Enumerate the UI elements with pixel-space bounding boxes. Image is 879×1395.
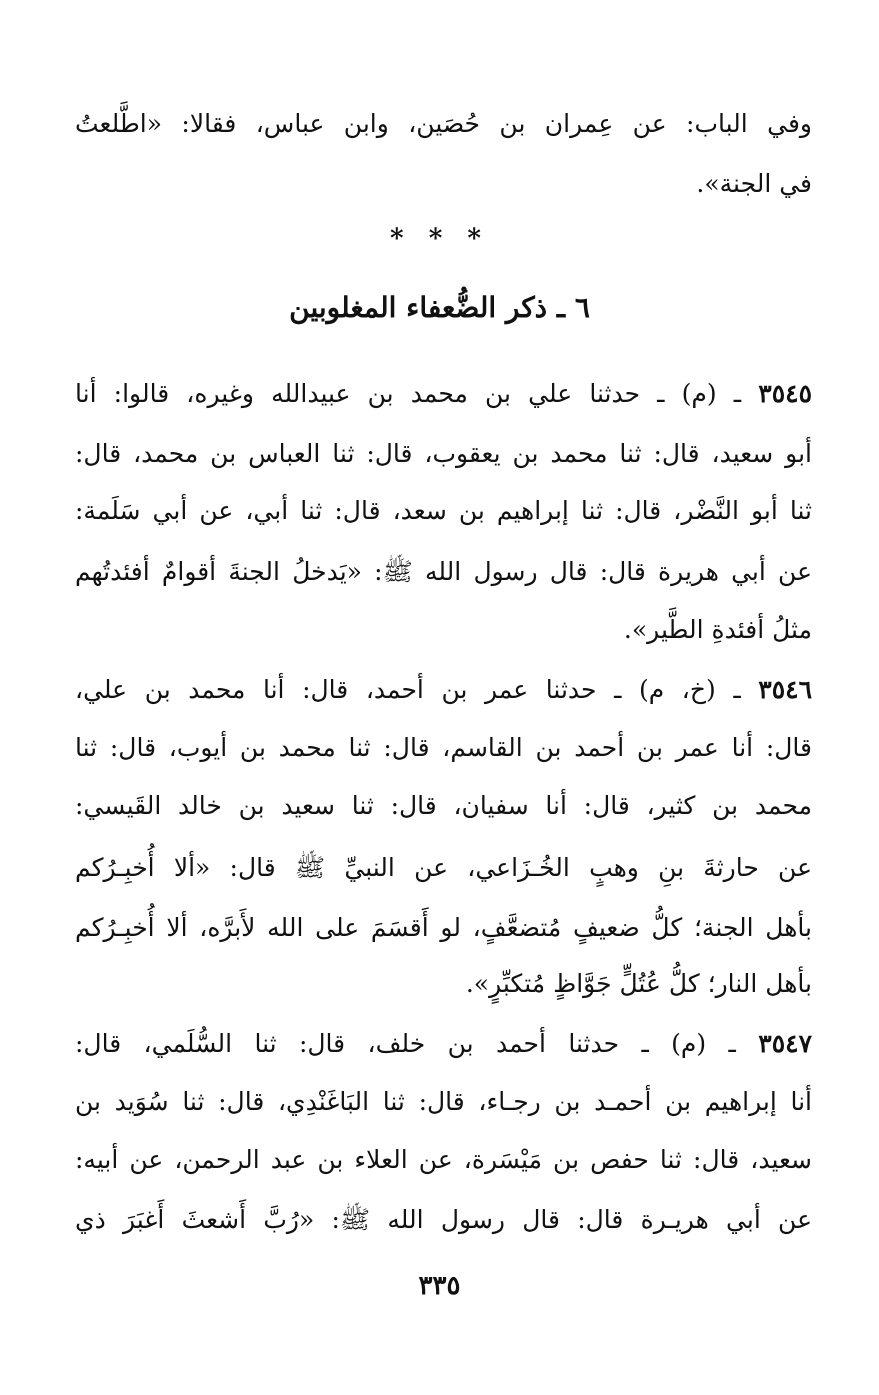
hadith-3546-line-1 [75, 670, 812, 710]
intro-line-2: في الجنة». [696, 169, 812, 198]
hadith-3546-line-5: بأهل الجنة؛ كلُّ ضعيفٍ مُتضعَّفٍ، لو أَقسَمَ على الله لأَبرَّه، ألا أُخبِـرُكم [75, 913, 812, 942]
section-heading: ٦ ـ ذكر الضُّعفاء المغلوبين [289, 291, 590, 324]
hadith-3546-line-1-text: ـ (خ، م) ـ حدثنا عمر بن أحمد، قال: أنا محمد بن علي، [75, 675, 759, 704]
hadith-3547-line-4: عن أبي هريـرة قال: قال رسول الله ﷺ: «رُبَّ أَشعثَ أَغبَرَ ذي [75, 1205, 812, 1234]
hadith-3546-line-3: محمد بن كثير، قال: أنا سفيان، قال: ثنا سعيد بن خالد القَيسي: [75, 791, 812, 820]
hadith-3545-number: ٣٥٤٥ [758, 379, 812, 408]
hadith-3546-number: ٣٥٤٦ [758, 675, 812, 704]
hadith-3547-line-1 [75, 1024, 812, 1064]
hadith-3545-line-1 [75, 374, 812, 414]
page-number: ٣٣٥ [418, 1271, 461, 1301]
section-separator: * * * [390, 224, 489, 254]
hadith-3546-line-2: قال: أنا عمر بن أحمد بن القاسم، قال: ثنا محمد بن أيوب، قال: ثنا [75, 733, 812, 762]
intro-line-1: وفي الباب: عن عِمران بن حُصَين، وابن عباس، فقالا: «اطَّلعتُ [75, 109, 812, 138]
hadith-3545-line-5: مثلُ أفئدةِ الطَّير». [623, 615, 812, 644]
hadith-3545-line-3: ثنا أبو النَّضْر، قال: ثنا إبراهيم بن سعد، قال: ثنا أبي، عن أبي سَلَمة: [75, 496, 812, 525]
hadith-3545-line-1-text: ـ (م) ـ حدثنا علي بن محمد بن عبيدالله وغيره، قالوا: أنا [75, 379, 759, 408]
hadith-3547-line-2: أنا إبراهيم بن أحمـد بن رجـاء، قال: ثنا البَاغَنْدِي، قال: ثنا سُوَيد بن [75, 1087, 812, 1116]
hadith-3547-line-1-text: ـ (م) ـ حدثنا أحمد بن خلف، قال: ثنا السُّلَمي، قال: [75, 1029, 759, 1058]
hadith-3546-line-4: عن حارثةَ بنِ وهبٍ الخُـزَاعي، عن النبيِّ ﷺ قال: «ألا أُخبِـرُكم [75, 853, 812, 882]
hadith-3545-line-4: عن أبي هريرة قال: قال رسول الله ﷺ: «يَدخلُ الجنةَ أقوامٌ أفئدتُهم [75, 557, 812, 586]
hadith-3545-line-2: أبو سعيد، قال: ثنا محمد بن يعقوب، قال: ثنا العباس بن محمد، قال: [75, 439, 812, 468]
hadith-3547-number: ٣٥٤٧ [758, 1029, 812, 1058]
hadith-3546-line-6: بأهل النار؛ كلُّ عُتُلٍّ جَوَّاظٍ مُتكبِّرٍ». [465, 969, 812, 998]
hadith-3547-line-3: سعيد، قال: ثنا حفص بن مَيْسَرة، عن العلاء بن عبد الرحمن، عن أبيه: [75, 1145, 812, 1174]
